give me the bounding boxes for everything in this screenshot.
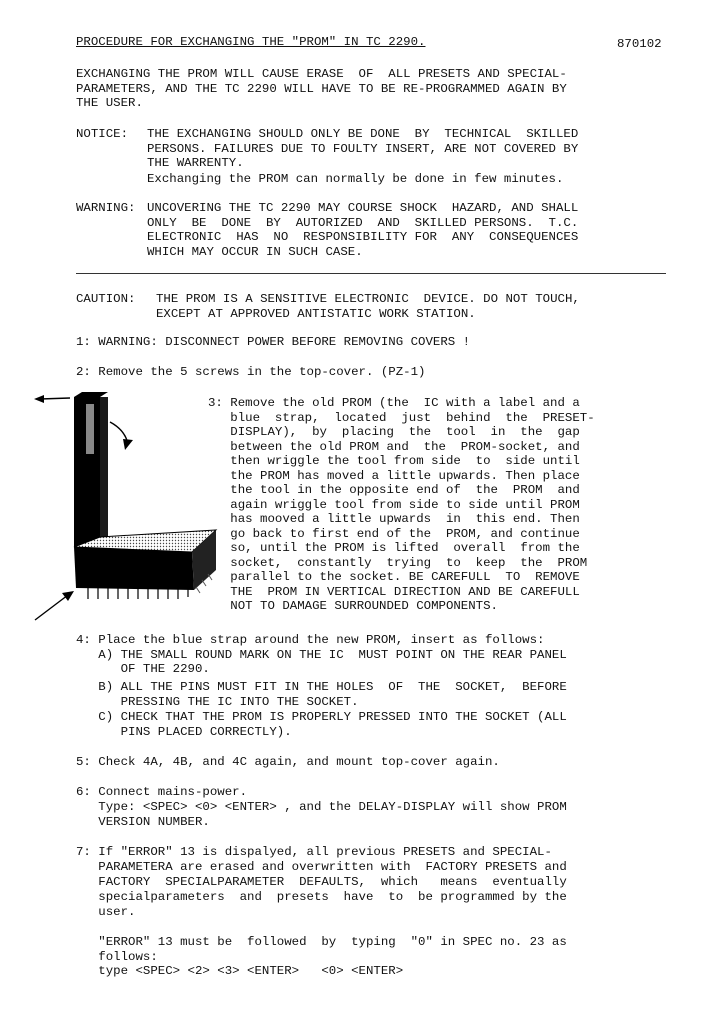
step-7-line: PARAMETERA are erased and overwritten with FACTORY PRESETS and	[76, 860, 567, 874]
step-7-line: FACTORY SPECIALPARAMETER DEFAULTS, which means eventually	[76, 875, 567, 889]
document-date: 870102	[617, 37, 662, 51]
step-4-line: PINS PLACED CORRECTLY).	[76, 724, 292, 739]
step-4-line: B) ALL THE PINS MUST FIT IN THE HOLES OF THE SOCKET, BEFORE	[76, 680, 567, 694]
step-1: 1: WARNING: DISCONNECT POWER BEFORE REMOVING COVERS !	[76, 335, 471, 349]
step-4-line: C) CHECK THAT THE PROM IS PROPERLY PRESSED INTO THE SOCKET (ALL	[76, 710, 567, 724]
arrow-up-right-icon	[35, 595, 68, 620]
step-3-line: the PROM has moved a little upwards. Then place	[208, 468, 580, 483]
caution-label: CAUTION:	[76, 292, 136, 306]
step-3-line: the tool in the opposite end of the PROM and	[208, 483, 580, 497]
intro-line: PARAMETERS, AND THE TC 2290 WILL HAVE TO BE RE-PROGRAMMED AGAIN BY	[76, 81, 567, 96]
notice-line: THE EXCHANGING SHOULD ONLY BE DONE BY TECHNICAL SKILLED	[147, 127, 579, 141]
intro-line: THE USER.	[76, 96, 143, 110]
step-3-line: go back to first end of the PROM, and continue	[208, 526, 580, 541]
step-3-line: has mooved a little upwards in this end. Then	[208, 512, 580, 526]
warning-line: ELECTRONIC HAS NO RESPONSIBILITY FOR ANY CONSEQUENCES	[147, 230, 579, 244]
step-3-line: then wriggle the tool from side to side until	[208, 454, 580, 468]
arrow-left-icon	[40, 398, 70, 399]
notice-line: PERSONS. FAILURES DUE TO FOULTY INSERT, ARE NOT COVERED BY	[147, 141, 579, 156]
step-3-line: blue strap, located just behind the PRESET-	[208, 410, 595, 425]
step-6-line: Type: <SPEC> <0> <ENTER> , and the DELAY-DISPLAY will show PROM	[76, 800, 567, 814]
step-7-line: user.	[76, 904, 136, 919]
page-title: PROCEDURE FOR EXCHANGING THE "PROM" IN TC 2290.	[76, 35, 426, 49]
warning-line: ONLY BE DONE BY AUTORIZED AND SKILLED PERSONS. T.C.	[147, 215, 579, 230]
step-4-line: OF THE 2290.	[76, 662, 210, 676]
intro-line: EXCHANGING THE PROM WILL CAUSE ERASE OF ALL PRESETS AND SPECIAL-	[76, 67, 567, 81]
step-3-line: so, until the PROM is lifted overall from the	[208, 541, 580, 555]
notice-line: THE WARRENTY.	[147, 156, 244, 170]
step-4-line: A) THE SMALL ROUND MARK ON THE IC MUST POINT ON THE REAR PANEL	[76, 647, 567, 662]
step-3-line: 3: Remove the old PROM (the IC with a label and a	[208, 396, 580, 410]
warning-line: WHICH MAY OCCUR IN SUCH CASE.	[147, 244, 363, 259]
step-2: 2: Remove the 5 screws in the top-cover. (PZ-1)	[76, 365, 426, 379]
step-3-line: between the old PROM and the PROM-socket, and	[208, 439, 580, 454]
step-7-line: 7: If "ERROR" 13 is dispalyed, all previous PRESETS and SPECIAL-	[76, 845, 552, 859]
step-7b-line: type <SPEC> <2> <3> <ENTER> <0> <ENTER>	[76, 964, 404, 978]
section-divider	[76, 273, 666, 274]
caution-line: EXCEPT AT APPROVED ANTISTATIC WORK STATION.	[156, 306, 476, 321]
step-7-line: specialparameters and presets have to be programmed by the	[76, 890, 567, 904]
step-4-line: 4: Place the blue strap around the new PROM, insert as follows:	[76, 633, 545, 647]
step-4-line: PRESSING THE IC INTO THE SOCKET.	[76, 694, 359, 709]
step-3-line: DISPLAY), by placing the tool in the gap	[208, 425, 580, 439]
step-7b-line: follows:	[76, 949, 158, 964]
warning-label: WARNING:	[76, 201, 136, 215]
step-3-line: parallel to the socket. BE CAREFULL TO REMOVE	[208, 570, 580, 584]
notice-label: NOTICE:	[76, 127, 129, 141]
step-3-line: NOT TO DAMAGE SURROUNDED COMPONENTS.	[208, 599, 498, 613]
step-6-line: VERSION NUMBER.	[76, 814, 210, 829]
prom-removal-illustration	[30, 392, 220, 627]
step-5: 5: Check 4A, 4B, and 4C again, and mount top-cover again.	[76, 755, 500, 769]
step-7b-line: "ERROR" 13 must be followed by typing "0" in SPEC no. 23 as	[76, 935, 567, 949]
step-3-line: THE PROM IN VERTICAL DIRECTION AND BE CAREFULL	[208, 584, 580, 599]
step-3-line: socket, constantly trying to keep the PROM	[208, 555, 588, 570]
caution-line: THE PROM IS A SENSITIVE ELECTRONIC DEVICE. DO NOT TOUCH,	[156, 292, 580, 306]
warning-line: UNCOVERING THE TC 2290 MAY COURSE SHOCK HAZARD, AND SHALL	[147, 201, 579, 215]
step-3-line: again wriggle tool from side to side until PROM	[208, 497, 580, 512]
step-6-line: 6: Connect mains-power.	[76, 785, 248, 799]
notice-line: Exchanging the PROM can normally be done in few minutes.	[147, 172, 564, 186]
